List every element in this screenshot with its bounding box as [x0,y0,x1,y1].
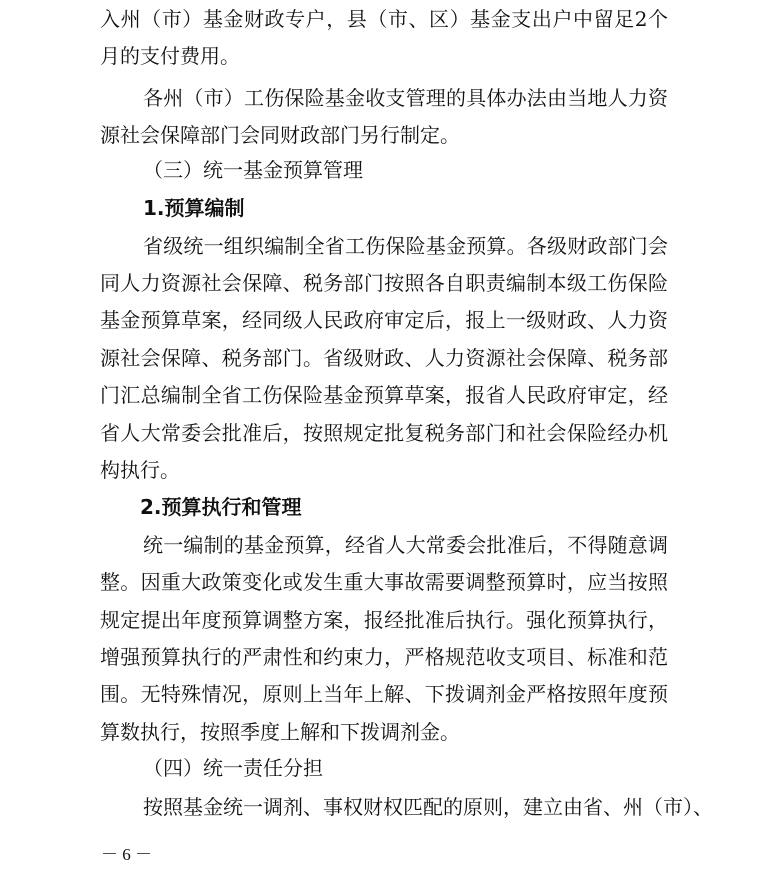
paragraph-line: 源社会保障、税务部门。省级财政、人力资源社会保障、税务部 [100,346,668,370]
paragraph-line: 规定提出年度预算调整方案，报经批准后执行。强化预算执行， [100,608,668,632]
subsection-heading-budget-preparation: 1.预算编制 [143,196,245,220]
paragraph-line: 门汇总编制全省工伤保险基金预算草案，报省人民政府审定，经 [100,383,668,407]
subsection-heading-budget-execution: 2.预算执行和管理 [140,495,302,519]
paragraph-line: 同人力资源社会保障、税务部门按照各自职责编制本级工伤保险 [100,271,668,295]
paragraph-line: 围。无特殊情况，原则上当年上解、下拨调剂金严格按照年度预 [100,682,668,706]
paragraph-line: 构执行。 [100,458,180,482]
paragraph-line: 统一编制的基金预算，经省人大常委会批准后，不得随意调 [143,533,668,557]
paragraph-line: 省级统一组织编制全省工伤保险基金预算。各级财政部门会 [143,234,668,258]
paragraph-line: 省人大常委会批准后，按照规定批复税务部门和社会保险经办机 [100,421,668,445]
paragraph-line: 月的支付费用。 [100,44,240,68]
paragraph-line: 按照基金统一调剂、事权财权匹配的原则，建立由省、州（市）、 [143,795,713,819]
section-heading-3: （三）统一基金预算管理 [143,158,363,182]
paragraph-line: 增强预算执行的严肃性和约束力，严格规范收支项目、标准和范 [100,645,668,669]
paragraph-line: 入州（市）基金财政专户，县（市、区）基金支出户中留足2个 [100,7,668,31]
page-number: － 6 － [101,845,152,864]
section-heading-4: （四）统一责任分担 [143,756,323,780]
paragraph-line: 源社会保障部门会同财政部门另行制定。 [100,123,460,147]
paragraph-line: 算数执行，按照季度上解和下拨调剂金。 [100,720,460,744]
paragraph-line: 基金预算草案，经同级人民政府审定后，报上一级财政、人力资 [100,308,668,332]
paragraph-line: 整。因重大政策变化或发生重大事故需要调整预算时，应当按照 [100,570,668,594]
paragraph-line: 各州（市）工伤保险基金收支管理的具体办法由当地人力资 [143,86,668,110]
